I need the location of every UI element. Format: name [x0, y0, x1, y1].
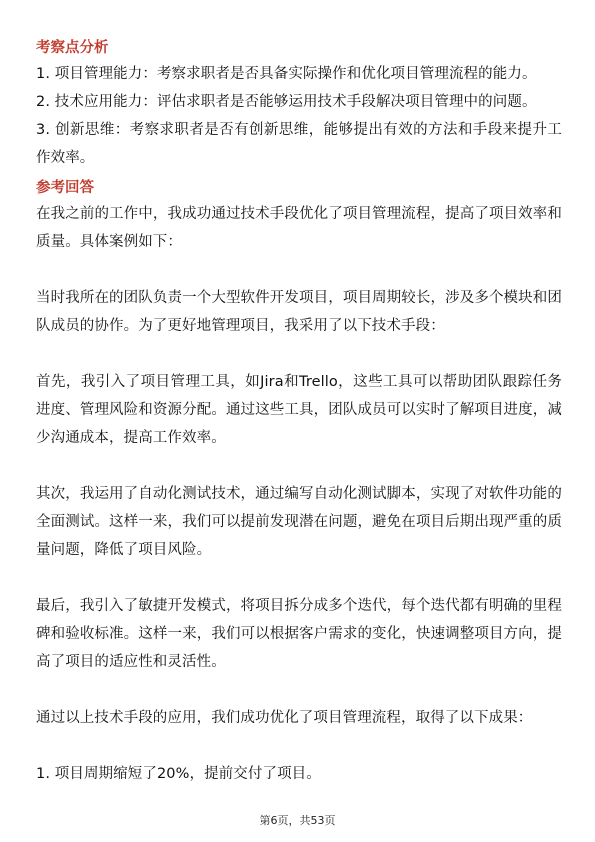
analysis-heading: 考察点分析 — [36, 40, 109, 56]
paragraph-gap — [36, 564, 562, 592]
analysis-point-2: 2. 技术应用能力：评估求职者是否能够运用技术手段解决项目管理中的问题。 — [36, 94, 537, 110]
paragraph-gap — [36, 340, 562, 368]
paragraph-gap — [36, 676, 562, 704]
paragraph-gap — [36, 732, 562, 760]
answer-result-1: 1. 项目周期缩短了20%，提前交付了项目。 — [36, 766, 321, 782]
answer-paragraph-second: 其次，我运用了自动化测试技术，通过编写自动化测试脚本，实现了对软件功能的全面测试。这样一来，我们可以提前发现潜在问题，避免在项目后期出现严重的质量问题，降低了项目风险。 — [36, 486, 562, 558]
analysis-point-3: 3. 创新思维：考察求职者是否有创新思维，能够提出有效的方法和手段来提升工作效率。 — [36, 122, 562, 166]
answer-paragraph-intro: 在我之前的工作中，我成功通过技术手段优化了项目管理流程，提高了项目效率和质量。具体案例如下： — [36, 206, 562, 250]
document-page — [36, 38, 562, 788]
page-number: 第6页，共53页 — [259, 814, 336, 827]
analysis-point-1: 1. 项目管理能力：考察求职者是否具备实际操作和优化项目管理流程的能力。 — [36, 66, 537, 82]
answer-paragraph-summary: 通过以上技术手段的应用，我们成功优化了项目管理流程，取得了以下成果： — [36, 710, 533, 726]
answer-paragraph-first: 首先，我引入了项目管理工具，如Jira和Trello，这些工具可以帮助团队跟踪任务进度、管理风险和资源分配。通过这些工具，团队成员可以实时了解项目进度，减少沟通成本，提高工作效率。 — [36, 374, 562, 446]
answer-paragraph-last: 最后，我引入了敏捷开发模式，将项目拆分成多个迭代，每个迭代都有明确的里程碑和验收标准。这样一来，我们可以根据客户需求的变化，快速调整项目方向，提高了项目的适应性和灵活性。 — [36, 598, 562, 670]
answer-heading: 参考回答 — [36, 180, 94, 196]
paragraph-gap — [36, 452, 562, 480]
paragraph-gap — [36, 256, 562, 284]
answer-paragraph-context: 当时我所在的团队负责一个大型软件开发项目，项目周期较长，涉及多个模块和团队成员的协作。为了更好地管理项目，我采用了以下技术手段： — [36, 290, 562, 334]
